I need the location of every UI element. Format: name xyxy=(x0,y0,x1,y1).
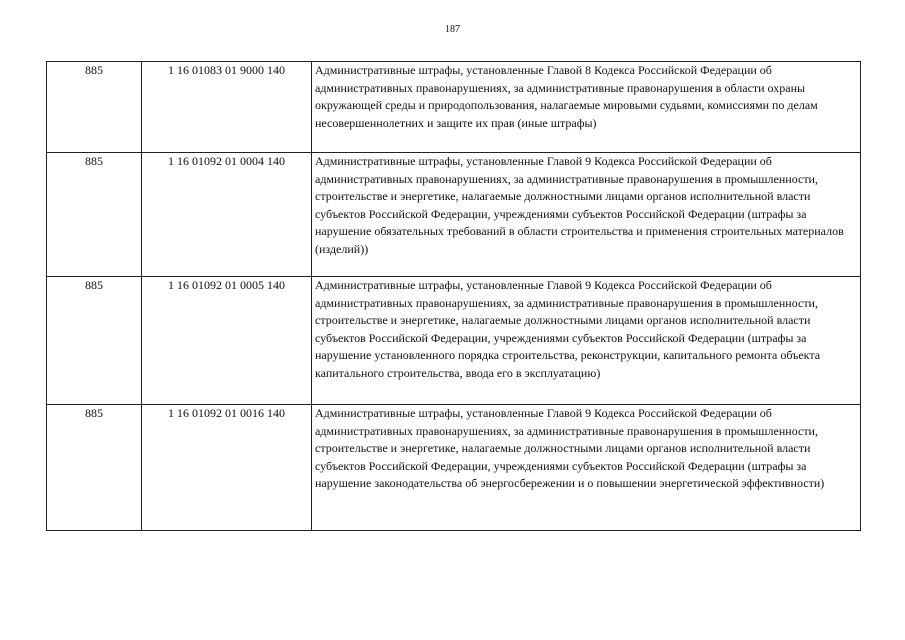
admin-code-cell: 885 xyxy=(47,153,142,277)
budget-code-cell: 1 16 01083 01 9000 140 xyxy=(142,62,312,153)
description-cell: Административные штрафы, установленные Главой 9 Кодекса Российской Федерации об административных правонарушениях, за административные правонарушения в промышленности, строительстве и энергетике, налагаемые должностными лицами органов исполнительной власти субъектов Российской Федерации, учреждениями субъектов Российской Федерации (штрафы за нарушение установленного порядка строительства, реконструкции, капитального ремонта объекта капитального строительства, ввода его в эксплуатацию) xyxy=(312,277,861,405)
description-cell: Административные штрафы, установленные Главой 8 Кодекса Российской Федерации об административных правонарушениях, за административные правонарушения в области охраны окружающей среды и природопользования, налагаемые мировыми судьями, комиссиями по делам несовершеннолетних и защите их прав (иные штрафы) xyxy=(312,62,861,153)
table-row xyxy=(47,277,861,405)
table-row xyxy=(47,62,861,153)
budget-code-cell: 1 16 01092 01 0005 140 xyxy=(142,277,312,405)
budget-code-cell: 1 16 01092 01 0016 140 xyxy=(142,405,312,531)
description-cell: Административные штрафы, установленные Главой 9 Кодекса Российской Федерации об административных правонарушениях, за административные правонарушения в промышленности, строительстве и энергетике, налагаемые должностными лицами органов исполнительной власти субъектов Российской Федерации, учреждениями субъектов Российской Федерации (штрафы за нарушение законодательства об энергосбережении и о повышении энергетической эффективности) xyxy=(312,405,861,531)
table-row xyxy=(47,153,861,277)
admin-code-cell: 885 xyxy=(47,405,142,531)
budget-code-cell: 1 16 01092 01 0004 140 xyxy=(142,153,312,277)
budget-classification-table xyxy=(46,61,861,531)
table-row xyxy=(47,405,861,531)
page-number: 187 xyxy=(445,24,460,35)
description-cell: Административные штрафы, установленные Главой 9 Кодекса Российской Федерации об административных правонарушениях, за административные правонарушения в промышленности, строительстве и энергетике, налагаемые должностными лицами органов исполнительной власти субъектов Российской Федерации, учреждениями субъектов Российской Федерации (штрафы за нарушение обязательных требований в области строительства и применения строительных материалов (изделий)) xyxy=(312,153,861,277)
admin-code-cell: 885 xyxy=(47,62,142,153)
admin-code-cell: 885 xyxy=(47,277,142,405)
